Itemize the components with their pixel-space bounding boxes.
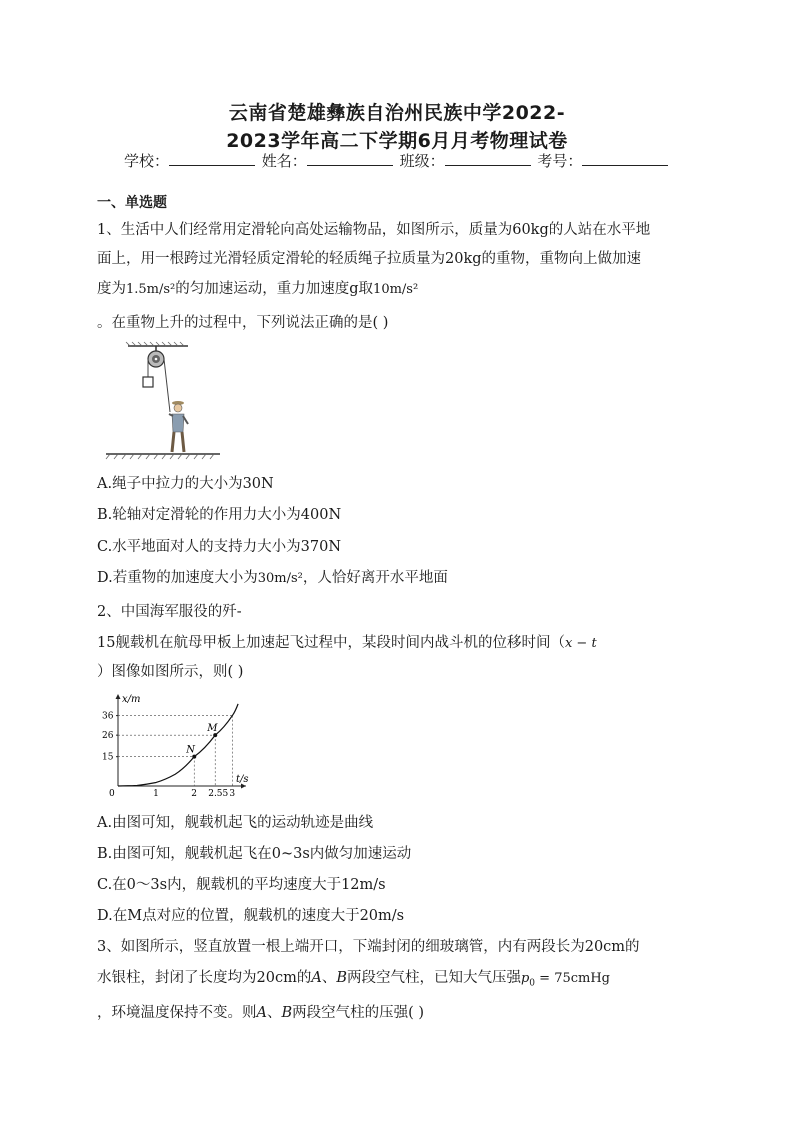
name-blank[interactable] [307, 151, 393, 166]
y-axis-label: x/m [122, 694, 141, 705]
x-axis-label: t/s [236, 774, 249, 785]
exam-number-label: 考号： [537, 152, 583, 170]
q2-line-2 [97, 631, 597, 652]
name-label: 姓名： [261, 152, 307, 170]
q2-line-1: 2、中国海军服役的歼- [97, 604, 242, 620]
q1-option-c[interactable]: C.水平地面对人的支持力大小为370N [97, 539, 342, 555]
q1-option-b[interactable]: B.轮轴对定滑轮的作用力大小为400N [97, 507, 342, 523]
q3-p-symbol: p [520, 971, 530, 986]
q3-var-a: A [311, 970, 322, 986]
q2-option-d[interactable]: D.在M点对应的位置，舰载机的速度大于20m/s [97, 908, 405, 924]
q1-line-3-text-a: 度为 [97, 281, 126, 297]
q3-var-b: B [336, 970, 347, 986]
student-info-row [124, 150, 670, 171]
x-tick-label: 0 [109, 789, 115, 799]
q3-line-2-text-b: 两段空气柱，已知大气压强 [346, 970, 521, 986]
q1-line-2: 面上，用一根跨过光滑轻质定滑轮的轻质绳子拉质量为20kg的重物，重物向上做加速 [97, 251, 642, 267]
y-tick-label: 15 [102, 752, 114, 763]
q3-line-3 [97, 1001, 424, 1022]
q3-pressure-formula [520, 971, 610, 989]
x-tick-label: 2 [191, 789, 197, 799]
q1-option-d-text-a: D.若重物的加速度大小为 [97, 570, 258, 586]
q1-acceleration-value: 1.5m/s² [126, 282, 176, 297]
q3-sep: 、 [321, 970, 337, 986]
q3-line-3-text-a: ，环境温度保持不变。则 [97, 1005, 257, 1021]
point-label-M: M [207, 723, 218, 735]
q1-line-1: 1、生活中人们经常用定滑轮向高处运输物品，如图所示，质量为60kg的人站在水平地 [97, 222, 651, 238]
xt-graph [100, 690, 250, 804]
q3-line3-var-b: B [281, 1005, 293, 1021]
q3-line3-sep: 、 [266, 1005, 282, 1021]
q2-line-3: ）图像如图所示，则( ) [97, 664, 244, 680]
q2-xt-symbol: x − t [564, 636, 597, 651]
series-line [118, 704, 238, 786]
q2-option-a[interactable]: A.由图可知，舰载机起飞的运动轨迹是曲线 [97, 815, 374, 831]
q2-line-2-text: 15舰载机在航母甲板上加速起飞过程中，某段时间内战斗机的位移时间（ [97, 635, 565, 651]
school-label: 学校： [124, 152, 170, 170]
q1-option-a[interactable]: A.绳子中拉力的大小为30N [97, 476, 274, 492]
q1-gravity-value: 10m/s² [373, 282, 419, 297]
class-label: 班级： [399, 152, 445, 170]
x-tick-label: 3 [229, 789, 236, 799]
q1-line-3-text-b: 的匀加速运动，重力加速度g取 [175, 281, 374, 297]
q3-line-3-text-b: 两段空气柱的压强( ) [292, 1005, 425, 1021]
q3-p-value: = 75cmHg [535, 971, 610, 986]
q3-line-2 [97, 966, 610, 989]
section-title: 一、单选题 [97, 195, 167, 211]
q3-line-2-text-a: 水银柱，封闭了长度均为20cm的 [97, 970, 312, 986]
q1-option-d-text-b: ，人恰好离开水平地面 [302, 570, 448, 586]
exam-title-line-2: 2023学年高二下学期6月月考物理试卷 [226, 130, 568, 152]
q2-option-c[interactable]: C.在0～3s内，舰载机的平均速度大于12m/s [97, 877, 386, 893]
school-blank[interactable] [169, 151, 255, 166]
class-blank[interactable] [445, 151, 531, 166]
pulley-figure [100, 340, 226, 462]
point-label-N: N [186, 744, 195, 756]
exam-title-line-1: 云南省楚雄彝族自治州民族中学2022- [228, 102, 566, 124]
q1-line-4: 。在重物上升的过程中，下列说法正确的是( ) [97, 315, 389, 331]
q3-line3-var-a: A [256, 1005, 267, 1021]
y-axis-arrow [116, 694, 121, 699]
x-tick-label: 1 [153, 789, 159, 799]
q1-line-3 [97, 277, 418, 298]
q1-option-d[interactable] [97, 566, 448, 587]
q3-line-1: 3、如图所示，竖直放置一根上端开口，下端封闭的细玻璃管，内有两段长为20cm的 [97, 939, 640, 955]
q3-p-subscript: 0 [529, 978, 536, 989]
y-tick-label: 26 [102, 731, 114, 742]
q1-option-d-value: 30m/s² [257, 571, 303, 586]
x-tick-label: 2.55 [208, 789, 229, 799]
y-tick-label: 36 [102, 711, 114, 722]
q2-option-b[interactable]: B.由图可知，舰载机起飞在0~3s内做匀加速运动 [97, 846, 412, 862]
exam-number-blank[interactable] [582, 151, 668, 166]
